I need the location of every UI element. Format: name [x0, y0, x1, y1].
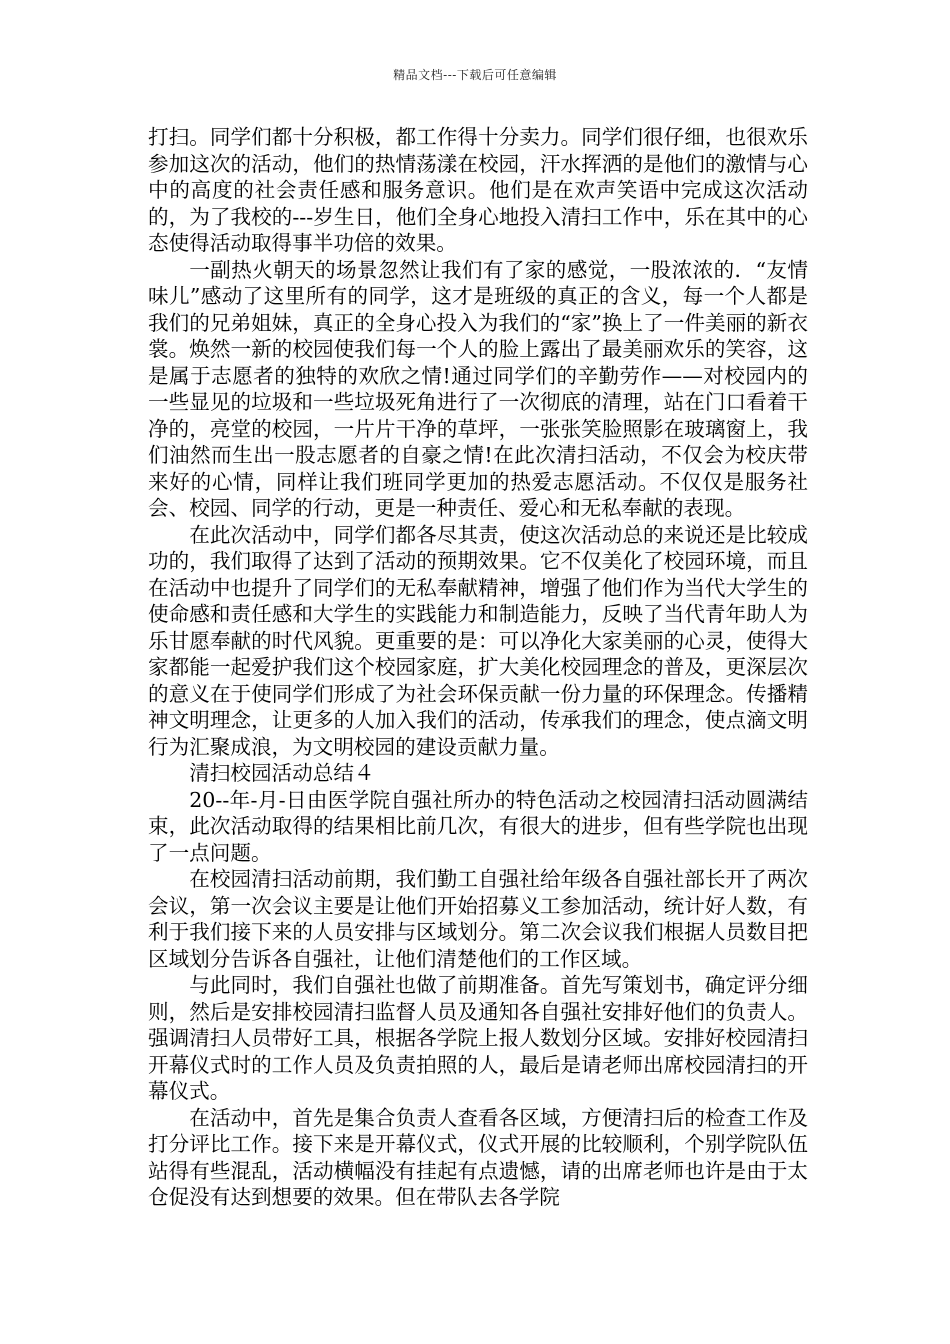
document-body	[148, 124, 808, 1211]
paragraph-6: 与此同时，我们自强社也做了前期准备。首先写策划书，确定评分细则，然后是安排校园清扫监督人员及通知各自强社安排好他们的负责人。强调清扫人员带好工具，根据各学院上报人数划分区域。安排好校园清扫开幕仪式时的工作人员及负责拍照的人，最后是请老师出席校园清扫的开幕仪式。	[148, 973, 808, 1103]
paragraph-1: 打扫。同学们都十分积极，都工作得十分卖力。同学们很仔细，也很欢乐参加这次的活动，他们的热情荡漾在校园，汗水挥洒的是他们的激情与心中的高度的社会责任感和服务意识。他们是在欢声笑语中完成这次活动的，为了我校的---岁生日，他们全身心地投入清扫工作中，乐在其中的心态使得活动取得事半功倍的效果。	[148, 125, 808, 255]
paragraph-2: 一副热火朝天的场景忽然让我们有了家的感觉，一股浓浓的．“友情味儿”感动了这里所有的同学，这才是班级的真正的含义，每一个人都是我们的兄弟姐妹，真正的全身心投入为我们的“家”换上了一件美丽的新衣裳。焕然一新的校园使我们每一个人的脸上露出了最美丽欢乐的笑容，这是属于志愿者的独特的欢欣之情!通过同学们的辛勤劳作——对校园内的一些显见的垃圾和一些垃圾死角进行了一次彻底的清理，站在门口看着干净的，亮堂的校园，一片片干净的草坪，一张张笑脸照影在玻璃窗上，我们油然而生出一股志愿者的自豪之情!在此次清扫活动，不仅会为校庆带来好的心情，同样让我们班同学更加的热爱志愿活动。不仅仅是服务社会、校园、同学的行动，更是一种责任、爱心和无私奉献的表现。	[148, 257, 808, 520]
page-header: 精品文档---下载后可任意编辑	[393, 68, 557, 82]
paragraph-3: 在此次活动中，同学们都各尽其责，使这次活动总的来说还是比较成功的，我们取得了达到了活动的预期效果。它不仅美化了校园环境，而且在活动中也提升了同学们的无私奉献精神，增强了他们作为当代大学生的使命感和责任感和大学生的实践能力和制造能力，反映了当代青年助人为乐甘愿奉献的时代风貌。更重要的是：可以净化大家美丽的心灵，使得大家都能一起爱护我们这个校园家庭，扩大美化校园理念的普及，更深层次的意义在于使同学们形成了为社会环保贡献一份力量的环保理念。传播精神文明理念，让更多的人加入我们的活动，传承我们的理念，使点滴文明行为汇聚成浪，为文明校园的建设贡献力量。	[148, 522, 808, 759]
paragraph-7: 在活动中，首先是集合负责人查看各区域，方便清扫后的检查工作及打分评比工作。接下来是开幕仪式，仪式开展的比较顺利，个别学院队伍站得有些混乱，活动横幅没有挂起有点遗憾，请的出席老师也许是由于太仓促没有达到想要的效果。但在带队去各学院	[148, 1105, 808, 1209]
section-heading: 清扫校园活动总结４	[189, 761, 375, 785]
paragraph-5: 在校园清扫活动前期，我们勤工自强社给年级各自强社部长开了两次会议，第一次会议主要是让他们开始招募义工参加活动，统计好人数，有利于我们接下来的人员安排与区域划分。第二次会议我们根据人员数目把区域划分告诉各自强社，让他们清楚他们的工作区域。	[148, 867, 808, 971]
paragraph-4: 20--年-月-日由医学院自强社所办的特色活动之校园清扫活动圆满结束，此次活动取得的结果相比前几次，有很大的进步，但有些学院也出现了一点问题。	[148, 787, 808, 865]
